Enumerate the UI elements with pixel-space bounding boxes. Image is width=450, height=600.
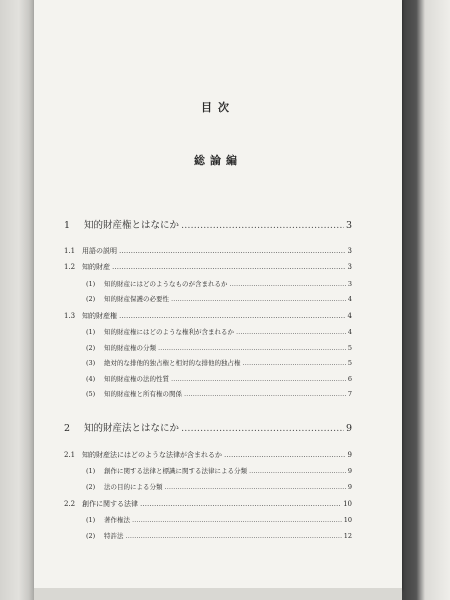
entry-page: 4	[347, 312, 352, 320]
toc-entry-section	[34, 499, 352, 509]
entry-number: (2)	[86, 532, 96, 540]
entry-number: (2)	[86, 344, 96, 352]
leader-dots	[171, 295, 346, 303]
entry-page: 5	[347, 359, 352, 367]
leader-dots	[140, 500, 341, 508]
toc-entry-subsection	[34, 531, 352, 540]
entry-number: 2.1	[64, 451, 76, 459]
leader-dots	[119, 312, 346, 320]
entry-label: 知的財産権の法的性質	[104, 375, 169, 383]
entry-number: (1)	[86, 516, 96, 524]
toc-entry-section	[34, 246, 352, 256]
book-spine-shadow	[0, 0, 34, 600]
toc-entry-subsection	[34, 482, 352, 491]
book-page	[34, 0, 402, 590]
entry-number: 1.1	[64, 247, 76, 255]
toc-entry-subsection	[34, 343, 352, 352]
leader-dots	[132, 516, 342, 524]
entry-page: 5	[347, 344, 352, 352]
leader-dots	[181, 220, 344, 231]
entry-label: 知的財産保護の必要性	[104, 295, 169, 303]
toc-entry-chapter	[34, 420, 352, 434]
toc-entry-subsection	[34, 279, 352, 288]
toc-entry-subsection	[34, 389, 352, 398]
entry-page: 3	[347, 280, 352, 288]
entry-label: 知的財産権と所有権の関係	[104, 390, 182, 398]
entry-label: 知的財産権にはどのような権利が含まれるか	[104, 328, 234, 336]
entry-label: 特許法	[104, 532, 124, 540]
entry-label: 知的財産法とはなにか	[84, 423, 180, 434]
entry-page: 3	[345, 220, 352, 231]
entry-number: (1)	[86, 467, 96, 475]
toc-entry-subsection	[34, 294, 352, 303]
entry-number: 1	[64, 220, 71, 231]
entry-number: (2)	[86, 295, 96, 303]
entry-label: 知的財産権とはなにか	[84, 220, 180, 231]
toc-entry-section	[34, 450, 352, 460]
toc-entry-subsection	[34, 327, 352, 336]
entry-page: 10	[343, 500, 352, 508]
leader-dots	[236, 328, 346, 336]
entry-label: 創作に関する法律と標識に関する法律による分類	[104, 467, 247, 475]
leader-dots	[249, 467, 346, 475]
entry-page: 10	[343, 516, 352, 524]
leader-dots	[165, 483, 346, 491]
leader-dots	[112, 263, 346, 271]
toc-entry-chapter	[34, 217, 352, 231]
toc-entry-subsection	[34, 358, 352, 367]
toc-entry-section	[34, 311, 352, 321]
entry-label: 知的財産権	[82, 312, 117, 320]
leader-dots	[224, 451, 346, 459]
leader-dots	[243, 359, 346, 367]
entry-label: 用語の説明	[82, 247, 117, 255]
toc-title: 目次	[201, 101, 235, 114]
entry-label: 知的財産権の分類	[104, 344, 156, 352]
entry-page: 6	[347, 375, 352, 383]
entry-number: (2)	[86, 483, 96, 491]
entry-number: (5)	[86, 390, 96, 398]
entry-page: 9	[347, 467, 352, 475]
entry-label: 著作権法	[104, 516, 130, 524]
leader-dots	[119, 247, 346, 255]
entry-number: 2.2	[64, 500, 76, 508]
entry-label: 絶対的な排他的独占権と相対的な排他的独占権	[104, 359, 241, 367]
toc-entry-subsection	[34, 515, 352, 524]
entry-number: 1.3	[64, 312, 76, 320]
leader-dots	[158, 344, 346, 352]
entry-page: 9	[347, 483, 352, 491]
page-bottom-edge	[34, 588, 402, 600]
entry-number: (1)	[86, 280, 96, 288]
entry-number: (1)	[86, 328, 96, 336]
entry-page: 3	[347, 247, 352, 255]
entry-page: 4	[347, 328, 352, 336]
entry-page: 9	[345, 423, 352, 434]
leader-dots	[171, 375, 346, 383]
entry-label: 創作に関する法律	[82, 500, 138, 508]
entry-label: 知的財産法にはどのような法律が含まれるか	[82, 451, 222, 459]
entry-page: 3	[347, 263, 352, 271]
entry-page: 12	[343, 532, 352, 540]
toc-entry-subsection	[34, 374, 352, 383]
entry-label: 知的財産	[82, 263, 110, 271]
entry-page: 4	[347, 295, 352, 303]
entry-number: (3)	[86, 359, 96, 367]
entry-number: 1.2	[64, 263, 76, 271]
entry-label: 法の目的による分類	[104, 483, 163, 491]
part-title: 総論編	[194, 154, 242, 167]
leader-dots	[230, 280, 346, 288]
entry-number: (4)	[86, 375, 96, 383]
leader-dots	[126, 532, 342, 540]
entry-number: 2	[64, 423, 71, 434]
toc-entry-section	[34, 262, 352, 272]
leader-dots	[184, 390, 346, 398]
toc-entry-subsection	[34, 466, 352, 475]
book-cover-edge	[402, 0, 450, 600]
leader-dots	[181, 423, 344, 434]
entry-page: 9	[347, 451, 352, 459]
entry-page: 7	[347, 390, 352, 398]
entry-label: 知的財産にはどのようなものが含まれるか	[104, 280, 228, 288]
